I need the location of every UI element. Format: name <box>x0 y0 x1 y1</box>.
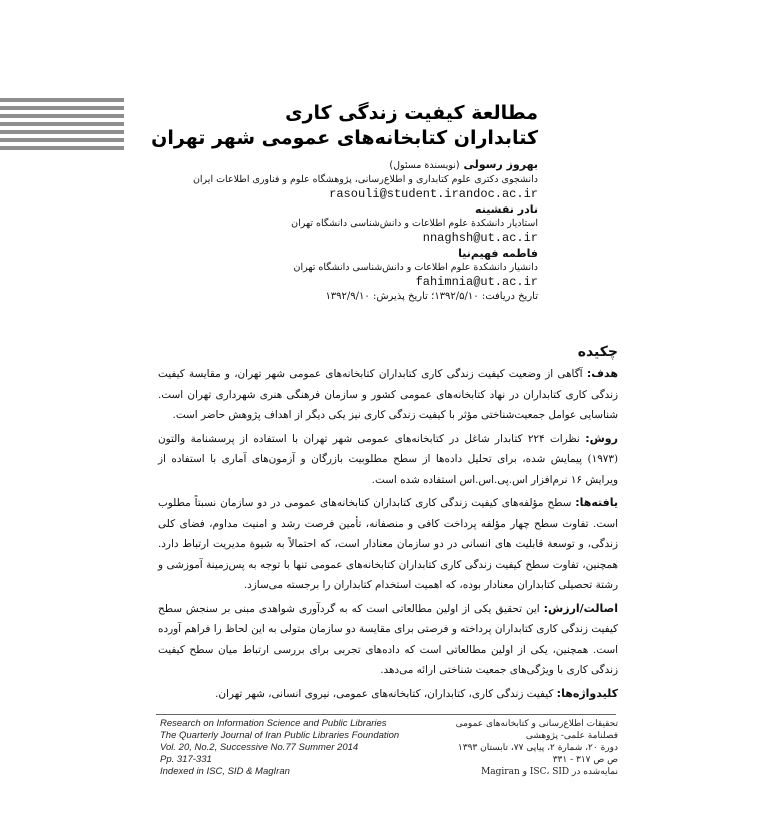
journal-line: تحقیقات اطلاع‌رسانی و کتابخانه‌های عمومی <box>455 719 618 729</box>
section-text: نظرات ۲۲۴ کتابدار شاغل در کتابخانه‌های عمومی شهر تهران با استفاده از پرسشنامة والتون (۱۹۷۳) پیمایش شده، برای تحلیل داده‌ها از سطح مطلوبیت بازرگان و آزمون‌های آماری با استفاده از ویرایش ۱۶ نرم‌افزار اس.پی.اس.اس استفاده شده است. <box>158 432 618 486</box>
section-text: سطح مؤلفه‌های کیفیت زندگی کاری کتابداران کتابخانه‌های عمومی در دو سازمان نسبتاً مطلوب است. تفاوت سطح چهار مؤلفه پرداخت کافی و منصفانه، تأمین فرصت رشد و امنیت مداوم، فضای کلی زندگی، و توسعة قابلیت های انسانی در دو سازمان معنادار است، که احتمالاً به شیوة مدیریت ارتباط دارد. همچنین، تفاوت سطح کیفیت زندگی کاری کتابداران کتابخانه‌های عمومی تنها با توجه به پس‌زمینة آموزشی و رشتة تحصیلی کتابداران معنادار بوده، که اهمیت استخدام کتابداران را برجسته می‌سازد. <box>158 497 618 591</box>
paper-title-line-1: مطالعة کیفیت زندگی کاری <box>285 102 538 124</box>
stripe <box>0 106 124 110</box>
section-text: این تحقیق یکی از اولین مطالعاتی است که به گردآوری شواهدی مبنی بر سنجش سطح کیفیت زندگی کاری کتابداران پرداخته و فرصتی برای مقایسة دو سازمان متولی به این لحاظ را فراهم آورده است. همچنین، یکی از اولین مطالعاتی است که داده‌های تجربی برای بررسی ارتباط میان سطح کیفیت زندگی کاری با ویژگی‌های جمعیت شناختی ارائه می‌دهد. <box>158 602 618 676</box>
journal-line: Indexed in ISC, SID & MagIran <box>160 766 290 777</box>
journal-line: Pp. 317-331 <box>160 754 212 765</box>
paper-title-line-2: کتابداران کتابخانه‌های عمومی شهر تهران <box>151 127 538 149</box>
corresponding-author-note: (نویسندة مسئول) <box>389 160 460 171</box>
abstract-section-method <box>158 429 618 491</box>
journal-line: نمایه‌شده در ISC، SID و Magiran <box>481 767 618 777</box>
author-affiliation: دانشیار دانشکدة علوم اطلاعات و دانش‌شناسی دانشگاه تهران <box>293 262 538 273</box>
section-label: هدف: <box>586 367 618 380</box>
stripe <box>0 130 124 134</box>
author-name <box>178 203 538 217</box>
stripe <box>0 98 124 102</box>
abstract-section-purpose <box>158 364 618 426</box>
stripe <box>0 146 124 150</box>
author-email: rasouli@student.irandoc.ac.ir <box>329 187 538 201</box>
footer-divider <box>156 714 616 715</box>
journal-line: دورة ۲۰، شمارة ۲، پیاپی ۷۷، تابستان ۱۳۹۳ <box>457 743 618 753</box>
section-text: کیفیت زندگی کاری، کتابداران، کتابخانه‌های عمومی، نیروی انسانی، شهر تهران. <box>215 687 557 700</box>
stripe <box>0 122 124 126</box>
author-name <box>178 158 538 173</box>
author-name-text: نادر نقشینه <box>475 203 538 216</box>
journal-info-persian <box>418 718 618 778</box>
received-accepted-dates: تاریخ دریافت: ۱۳۹۲/۵/۱۰؛ تاریخ پذیرش: ۱۳۹۲/۹/۱۰ <box>325 291 538 302</box>
author-name-text: فاطمه فهیم‌نیا <box>458 247 538 260</box>
decorative-stripes <box>0 98 124 154</box>
abstract-section-findings <box>158 493 618 596</box>
abstract-section-keywords <box>158 684 618 705</box>
section-label: یافته‌ها: <box>575 496 618 509</box>
author-email: nnaghsh@ut.ac.ir <box>422 231 538 245</box>
author-affiliation: استادیار دانشکدة علوم اطلاعات و دانش‌شناسی دانشگاه تهران <box>291 218 538 229</box>
stripe <box>0 114 124 118</box>
journal-info-english <box>160 718 399 778</box>
abstract-section-originality <box>158 599 618 681</box>
author-name <box>178 247 538 261</box>
author-block <box>178 156 538 304</box>
author-email: fahimnia@ut.ac.ir <box>415 275 538 289</box>
section-text: آگاهی از وضعیت کیفیت زندگی کاری کتابداران کتابخانه‌های عمومی شهر تهران، و مقایسة کیفیت زندگی کاری کتابداران در نهاد کتابخانه‌های عمومی کشور و سازمان فرهنگی هنری شهرداری تهران است. شناسایی عوامل جمعیت‌شناختی مؤثر با کیفیت زندگی کاری نیز یکی دیگر از اهداف پژوهش حاضر است. <box>158 368 618 421</box>
journal-line: ص ص ۳۱۷ - ۳۳۱ <box>552 755 618 765</box>
stripe <box>0 138 124 142</box>
author-name-text: بهروز رسولی <box>463 158 538 171</box>
abstract <box>158 343 618 707</box>
section-label: روش: <box>585 431 618 445</box>
journal-line: The Quarterly Journal of Iran Public Libraries Foundation <box>160 730 400 741</box>
author-affiliation: دانشجوی دکتری علوم کتابداری و اطلاع‌رسانی، پژوهشگاه علوم و فناوری اطلاعات ایران <box>192 174 538 185</box>
journal-line: Vol. 20, No.2, Successive No.77 Summer 2014 <box>160 742 359 753</box>
section-label: اصالت/ارزش: <box>543 601 618 615</box>
abstract-heading: چکیده <box>577 344 618 360</box>
journal-line: فصلنامة علمی- پژوهشی <box>525 731 618 741</box>
section-label: کلیدواژه‌ها: <box>556 686 618 700</box>
journal-line: Research on Information Science and Public Libraries <box>160 718 387 729</box>
